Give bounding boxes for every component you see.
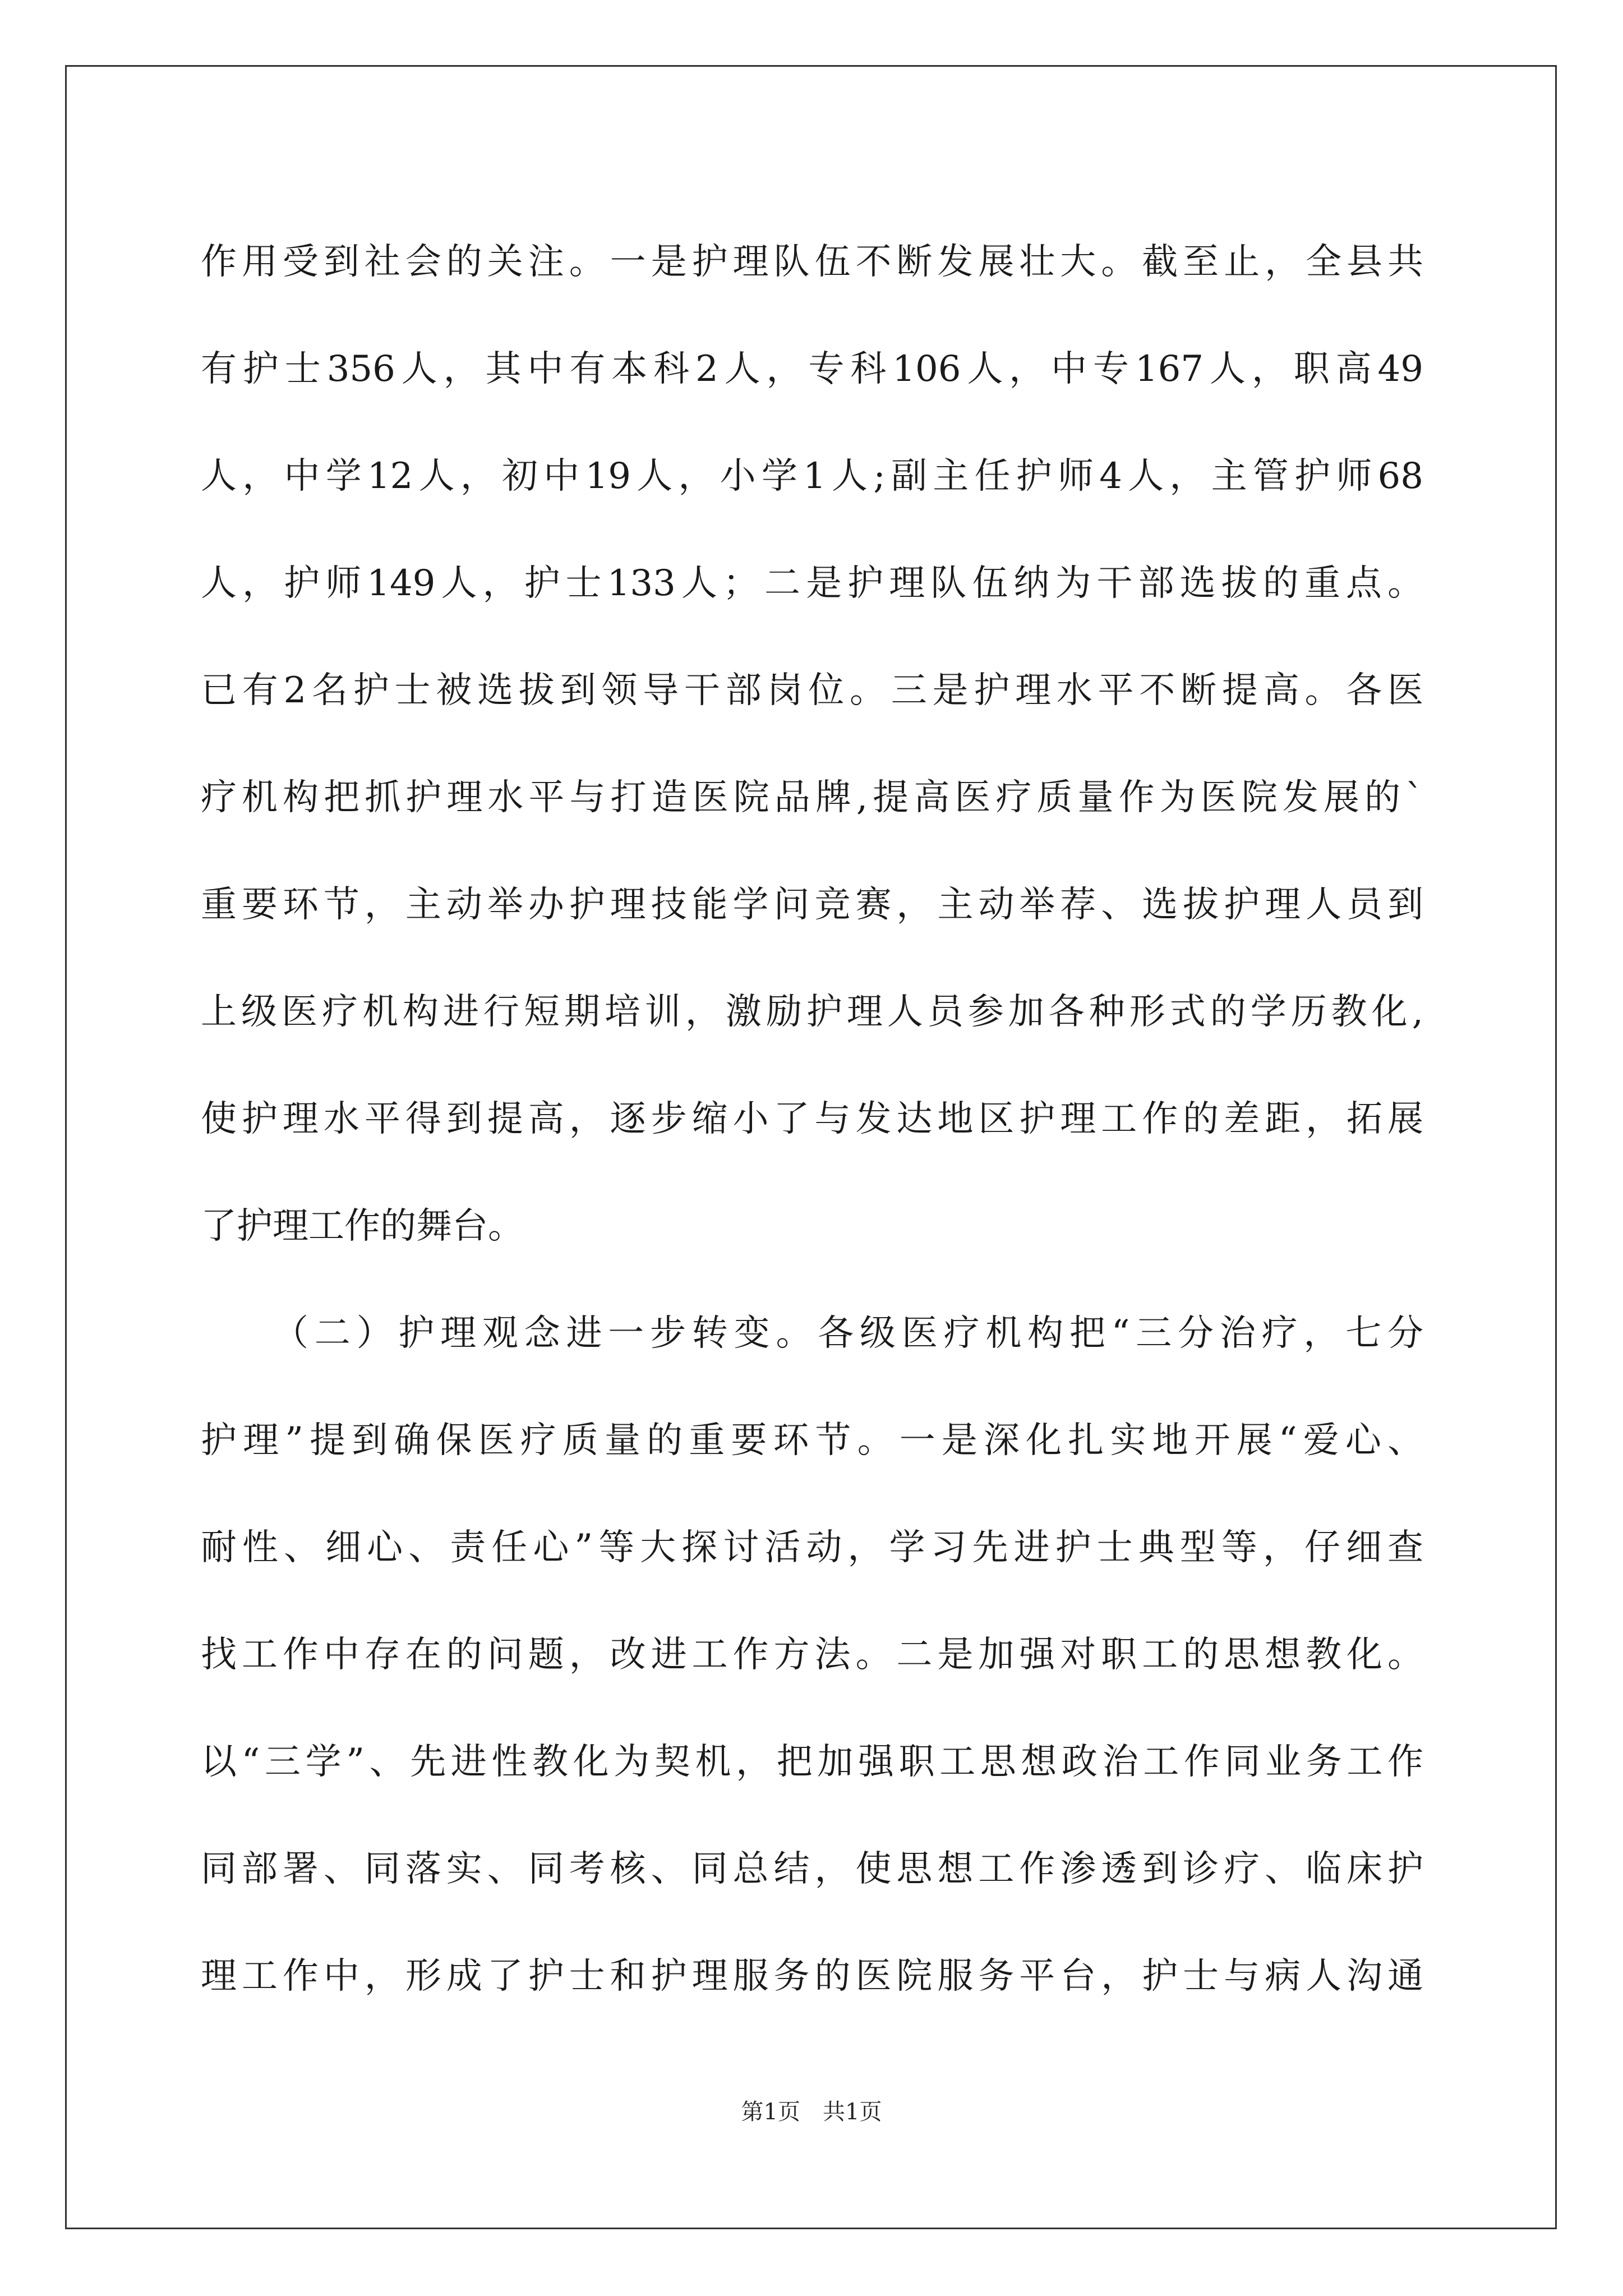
text-line: 护理”提到确保医疗质量的重要环节。一是深化扎实地开展“爱心、 (201, 1420, 1423, 1461)
text-line: 了护理工作的舞台。 (201, 1205, 524, 1247)
document-body (201, 209, 1423, 2030)
text-line: 理工作中，形成了护士和护理服务的医院服务平台，护士与病人沟通 (201, 1955, 1423, 1997)
text-line: 人，中学12人，初中19人，小学1人;副主任护师4人，主管护师68 (201, 455, 1423, 497)
paragraph-2 (201, 1280, 1423, 2030)
text-line: （二）护理观念进一步转变。各级医疗机构把“三分治疗，七分 (273, 1313, 1423, 1354)
text-line: 疗机构把抓护理水平与打造医院品牌,提高医疗质量作为医院发展的` (201, 777, 1423, 818)
text-line: 人，护师149人，护士133人；二是护理队伍纳为干部选拔的重点。 (201, 563, 1423, 604)
text-line: 重要环节，主动举办护理技能学问竞赛，主动举荐、选拔护理人员到 (201, 884, 1423, 926)
text-line: 已有2名护士被选拔到领导干部岗位。三是护理水平不断提高。各医 (201, 670, 1423, 711)
paragraph-1 (201, 209, 1423, 1280)
text-line: 上级医疗机构进行短期培训，激励护理人员参加各种形式的学历教化, (201, 991, 1423, 1033)
page-number-footer: 第1页 共1页 (741, 2099, 882, 2125)
text-line: 同部署、同落实、同考核、同总结，使思想工作渗透到诊疗、临床护 (201, 1848, 1423, 1890)
text-line: 以“三学”、先进性教化为契机，把加强职工思想政治工作同业务工作 (201, 1741, 1423, 1783)
text-line: 耐性、细心、责任心”等大探讨活动，学习先进护士典型等，仔细查 (201, 1527, 1423, 1568)
text-line: 使护理水平得到提高，逐步缩小了与发达地区护理工作的差距，拓展 (201, 1098, 1423, 1140)
text-line: 找工作中存在的问题，改进工作方法。二是加强对职工的思想教化。 (201, 1634, 1423, 1676)
text-line: 作用受到社会的关注。一是护理队伍不断发展壮大。截至止，全县共 (201, 241, 1423, 283)
text-line: 有护士356人，其中有本科2人，专科106人，中专167人，职高49 (201, 348, 1423, 390)
